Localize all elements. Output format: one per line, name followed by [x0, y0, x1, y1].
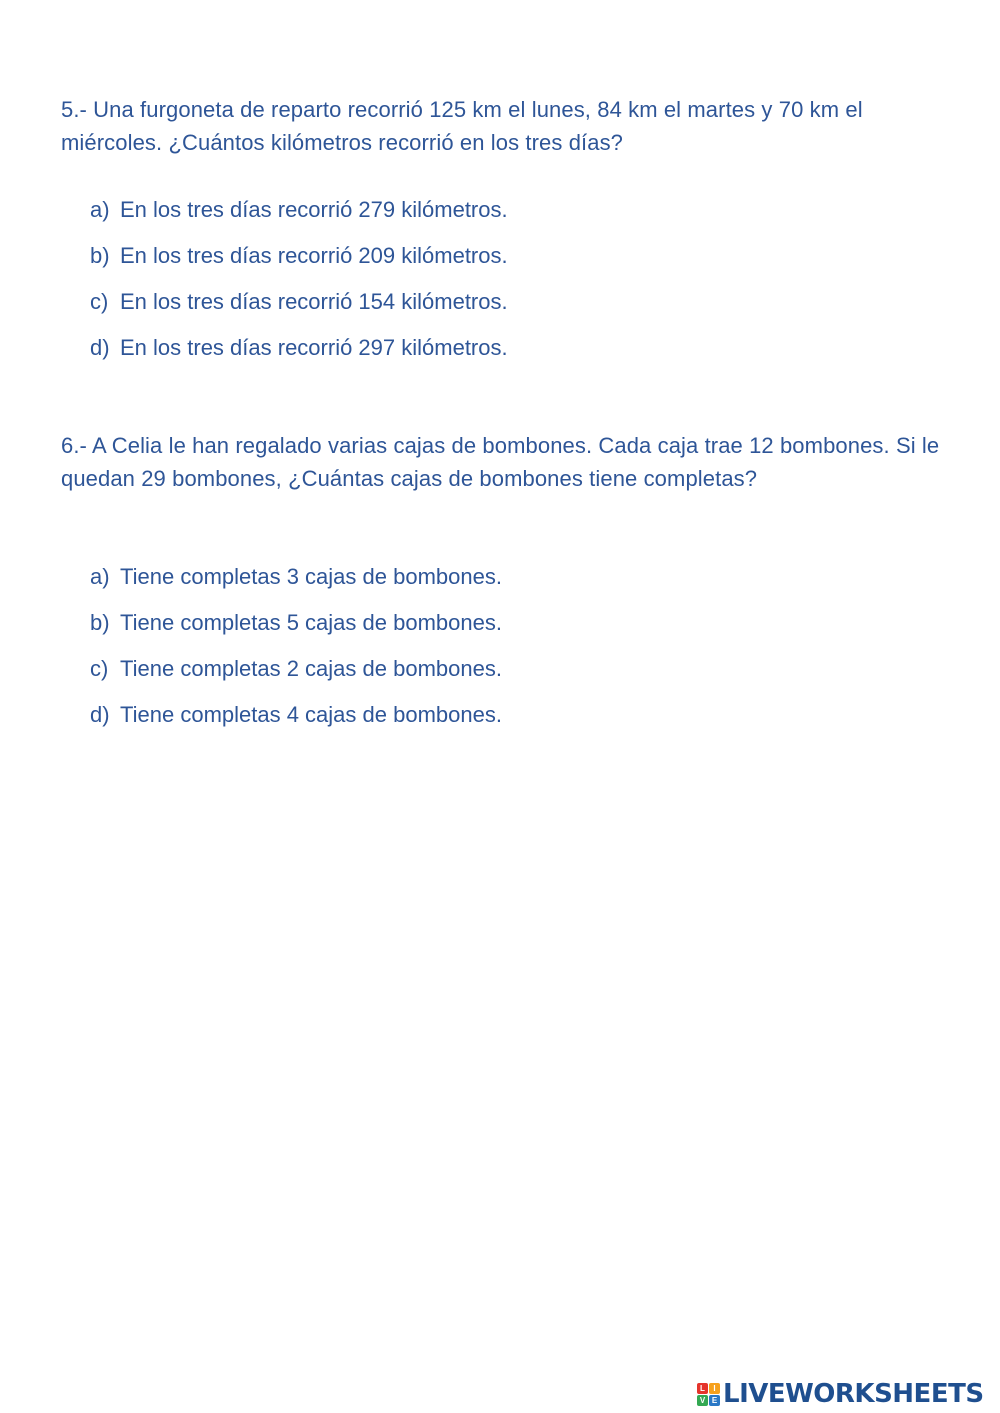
- option-text: En los tres días recorrió 209 kilómetros.: [120, 243, 508, 268]
- logo-mark-icon: [697, 1383, 720, 1406]
- logo-text: LIVEWORKSHEETS: [723, 1379, 984, 1409]
- option-5c[interactable]: [90, 285, 508, 331]
- option-text: Tiene completas 4 cajas de bombones.: [120, 702, 502, 727]
- question-5-options: [90, 193, 508, 377]
- option-letter: a): [90, 197, 110, 222]
- option-letter: a): [90, 564, 110, 589]
- option-text: Tiene completas 5 cajas de bombones.: [120, 610, 502, 635]
- option-text: En los tres días recorrió 154 kilómetros.: [120, 289, 508, 314]
- logo-mark-letter: E: [709, 1395, 720, 1406]
- option-letter: b): [90, 243, 110, 268]
- option-5d[interactable]: [90, 331, 508, 377]
- option-text: En los tres días recorrió 297 kilómetros.: [120, 335, 508, 360]
- option-5a[interactable]: [90, 193, 508, 239]
- logo-mark-letter: I: [709, 1383, 720, 1394]
- logo-mark-letter: L: [697, 1383, 708, 1394]
- option-6d[interactable]: [90, 698, 502, 744]
- question-6-text: 6.- A Celia le han regalado varias cajas de bombones. Cada caja trae 12 bombones. Si le quedan 29 bombones, ¿Cuántas cajas de bombones tiene completas?: [61, 433, 940, 491]
- option-letter: b): [90, 610, 110, 635]
- option-6a[interactable]: [90, 560, 502, 606]
- option-6c[interactable]: [90, 652, 502, 698]
- option-text: Tiene completas 2 cajas de bombones.: [120, 656, 502, 681]
- option-6b[interactable]: [90, 606, 502, 652]
- option-text: En los tres días recorrió 279 kilómetros.: [120, 197, 508, 222]
- option-letter: d): [90, 335, 110, 360]
- option-text: Tiene completas 3 cajas de bombones.: [120, 564, 502, 589]
- logo-mark-letter: V: [697, 1395, 708, 1406]
- option-letter: c): [90, 289, 109, 314]
- question-5-text: 5.- Una furgoneta de reparto recorrió 125 km el lunes, 84 km el martes y 70 km el miércoles. ¿Cuántos kilómetros recorrió en los tres días?: [61, 97, 863, 155]
- option-5b[interactable]: [90, 239, 508, 285]
- option-letter: d): [90, 702, 110, 727]
- liveworksheets-logo: [697, 1376, 984, 1412]
- question-6-options: [90, 560, 502, 744]
- option-letter: c): [90, 656, 109, 681]
